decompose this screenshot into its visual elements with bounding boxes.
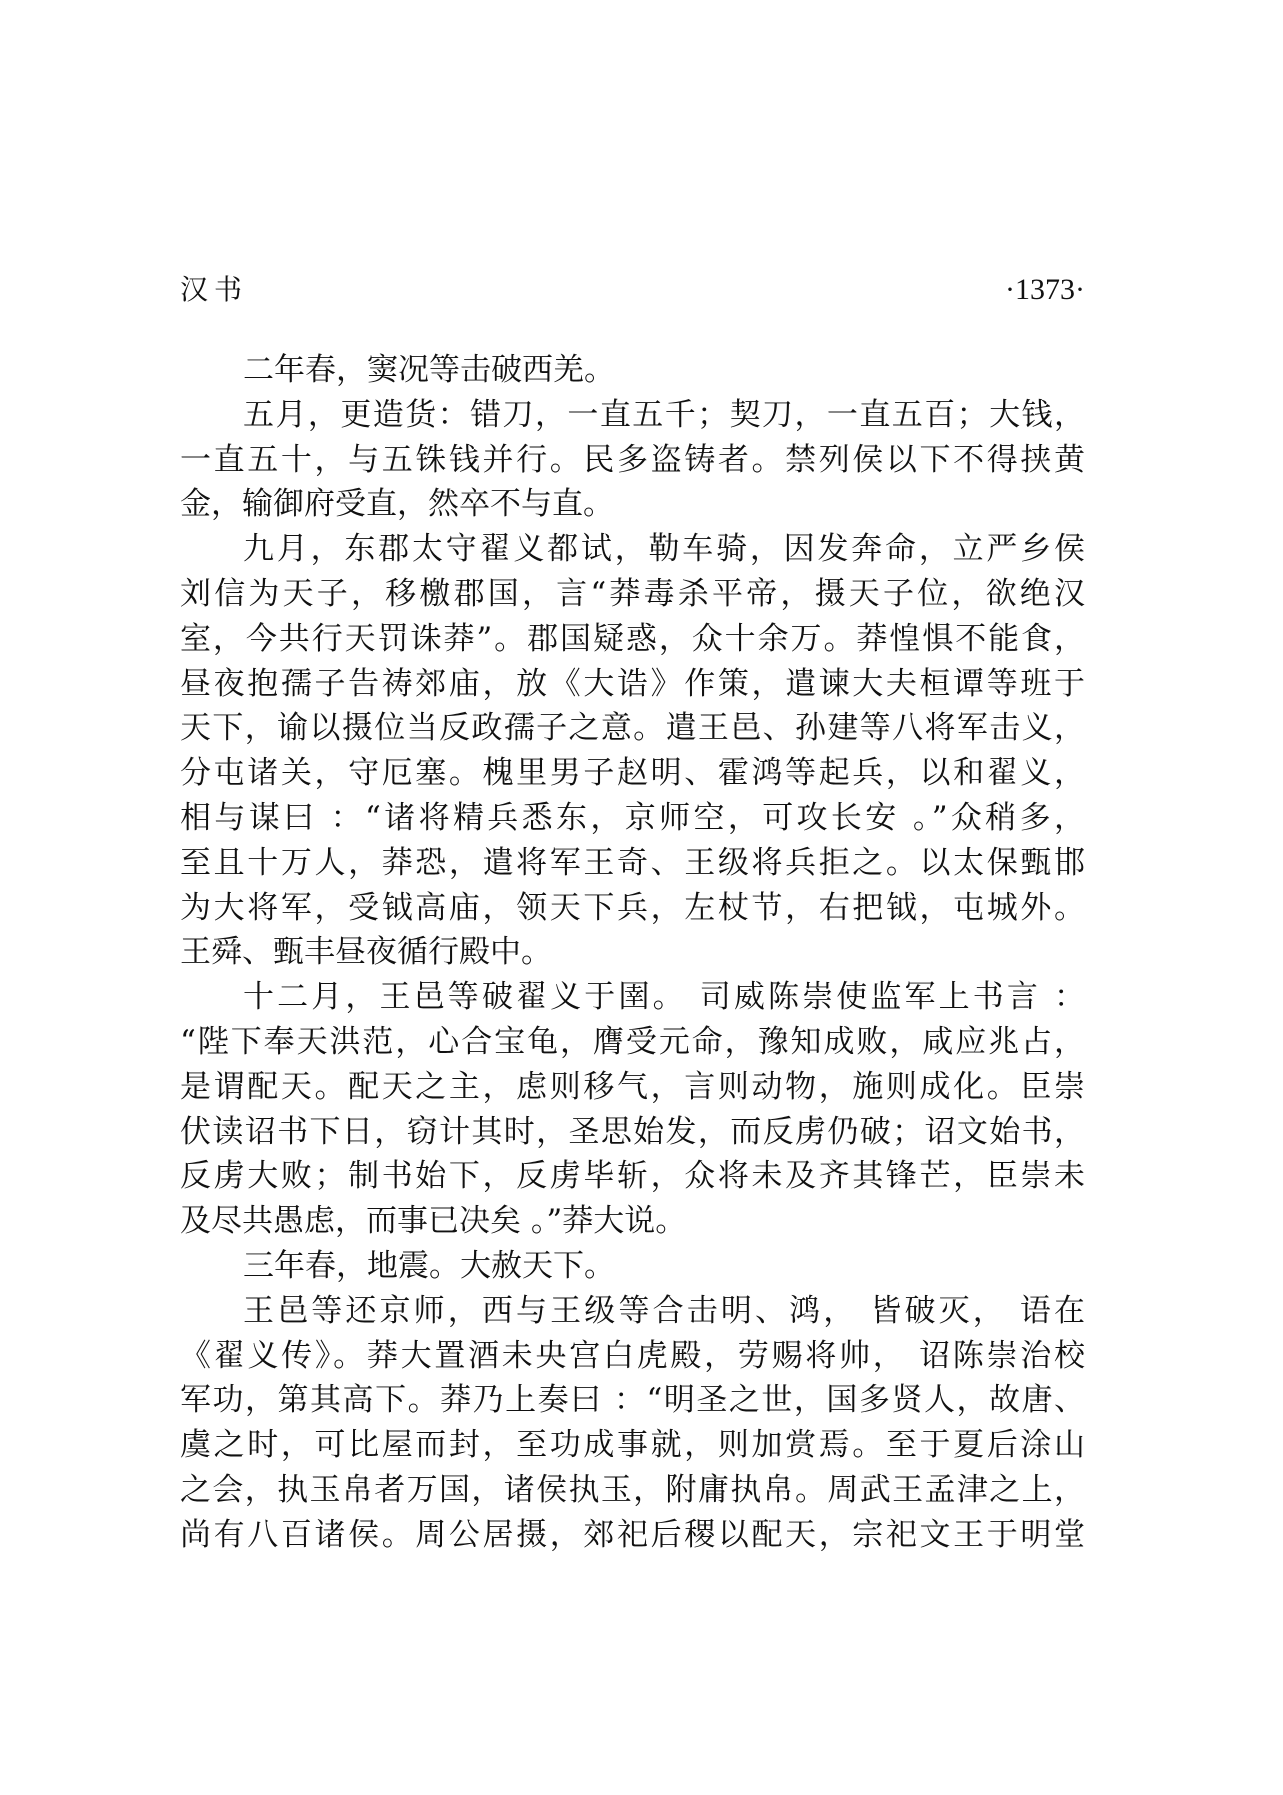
text-line: 相与谋曰 ：“诸将精兵悉东，京师空，可攻长安 。”众稍多， [180, 799, 1085, 836]
text-line: 王舜、甄丰昼夜循行殿中。 [180, 934, 552, 971]
running-head [180, 270, 1085, 310]
text-line: 三年春，地震。大赦天下。 [243, 1247, 615, 1284]
book-title: 汉书 [180, 273, 249, 306]
text-line: 金，输御府受直，然卒不与直。 [180, 486, 614, 523]
text-line: 王邑等还京师，西与王级等合击明、鸿， 皆破灭， 语在 [243, 1292, 1085, 1329]
text-line: 为大将军，受钺高庙，领天下兵，左杖节，右把钺，屯城外。 [180, 889, 1085, 926]
text-line: 一直五十，与五铢钱并行。民多盗铸者。禁列侯以下不得挟黄 [180, 441, 1085, 478]
text-line: 九月，东郡太守翟义都试，勒车骑，因发奔命，立严乡侯 [243, 531, 1085, 568]
text-line: 十二月，王邑等破翟义于圉。 司威陈崇使监军上书言 ： [243, 979, 1085, 1016]
text-line: 军功，第其高下。莽乃上奏曰 ：“明圣之世，国多贤人，故唐、 [180, 1382, 1085, 1419]
text-line: 昼夜抱孺子告祷郊庙，放《大诰》作策，遣谏大夫桓谭等班于 [180, 665, 1085, 702]
page-number: ·1373· [1005, 273, 1085, 306]
text-line: 《翟义传》。莽大置酒未央宫白虎殿，劳赐将帅， 诏陈崇治校 [180, 1337, 1085, 1374]
body-text [180, 348, 1085, 1558]
text-line: 伏读诏书下日，窃计其时，圣思始发，而反虏仍破；诏文始书， [180, 1113, 1085, 1150]
text-line: 二年春，窦况等击破西羌。 [243, 352, 615, 388]
text-line: 反虏大败；制书始下，反虏毕斩，众将未及齐其锋芒，臣崇未 [180, 1158, 1085, 1195]
text-line: 及尽共愚虑，而事已决矣 。”莽大说。 [180, 1203, 687, 1240]
text-line: 室，今共行天罚诛莽”。郡国疑惑，众十余万。莽惶惧不能食， [180, 620, 1085, 657]
text-line: 之会，执玉帛者万国，诸侯执玉，附庸执帛。周武王孟津之上， [180, 1471, 1085, 1508]
text-line: 虞之时，可比屋而封，至功成事就，则加赏焉。至于夏后涂山 [180, 1427, 1085, 1464]
text-line: “陛下奉天洪范，心合宝龟，膺受元命，豫知成败，咸应兆占， [180, 1023, 1085, 1060]
text-line: 是谓配天。配天之主，虑则移气，言则动物，施则成化。臣崇 [180, 1068, 1085, 1105]
text-line: 五月，更造货：错刀，一直五千；契刀，一直五百；大钱， [243, 396, 1085, 433]
text-line: 分屯诸关，守厄塞。槐里男子赵明、霍鸿等起兵，以和翟义， [180, 755, 1085, 792]
text-line: 天下，谕以摄位当反政孺子之意。遣王邑、孙建等八将军击义， [180, 710, 1085, 747]
text-line: 尚有八百诸侯。周公居摄，郊祀后稷以配天，宗祀文王于明堂 [180, 1516, 1085, 1553]
text-line: 刘信为天子，移檄郡国，言“莽毒杀平帝，摄天子位，欲绝汉 [180, 575, 1085, 612]
text-line: 至且十万人，莽恐，遣将军王奇、王级将兵拒之。以太保甄邯 [180, 844, 1085, 881]
